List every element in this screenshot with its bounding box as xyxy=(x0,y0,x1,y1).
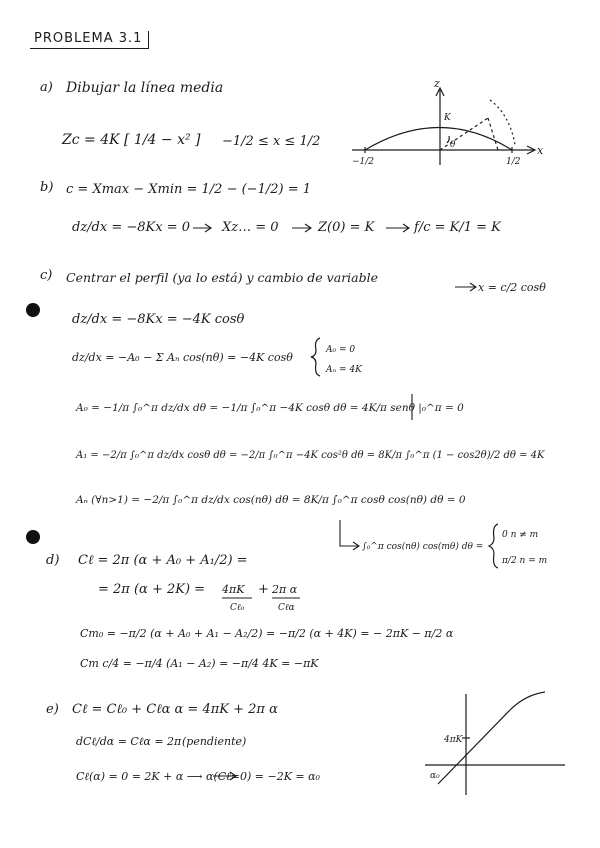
d-label: d) xyxy=(46,553,60,568)
d-term1-sub: Cℓ₀ xyxy=(230,603,245,613)
c-system-a0: A₀ = 0 xyxy=(326,345,356,355)
c-substitution: x = c/2 cosθ xyxy=(478,281,546,294)
e-line1: Cℓ = Cℓ₀ + Cℓα α = 4πK + 2π α xyxy=(72,702,278,717)
c-an-integral: Aₙ (∀n>1) = −2/π ∫₀^π dz/dx cos(nθ) dθ = 8K/π ∫₀^π cosθ cos(nθ) dθ = 0 xyxy=(76,494,466,506)
c-text: Centrar el perfil (ya lo está) y cambio de variable xyxy=(66,270,379,285)
c-ortho-case-2: π/2 n = m xyxy=(502,556,548,566)
b-line1: c = Xmax − Xmin = 1/2 − (−1/2) = 1 xyxy=(66,182,311,197)
b-x-zero: Xz… = 0 xyxy=(222,220,279,235)
c-system-an: Aₙ = 4K xyxy=(326,365,362,375)
problem-title: PROBLEMA 3.1 xyxy=(30,31,149,49)
d-term1: 4πK xyxy=(222,583,245,596)
a-range: −1/2 ≤ x ≤ 1/2 xyxy=(222,134,321,149)
c-orthogonality: ∫₀^π cos(nθ) cos(mθ) dθ = xyxy=(362,542,484,552)
c-arrow xyxy=(455,283,476,291)
e-line2: dCℓ/dα = Cℓα = 2π xyxy=(76,735,182,748)
d-line2: = 2π (α + 2K) = xyxy=(98,582,206,597)
b-label: b) xyxy=(40,180,54,195)
graph-x-axis-label: x xyxy=(537,144,544,157)
a-label: a) xyxy=(40,80,53,95)
e-label: e) xyxy=(46,702,59,717)
bullet-marker-2 xyxy=(26,530,40,544)
c-line1: dz/dx = −8Kx = −4K cosθ xyxy=(72,312,245,327)
ortho-arrow xyxy=(340,520,359,550)
graph-z-axis-label: z xyxy=(434,77,440,90)
system-brace xyxy=(311,338,320,376)
d-cm-quarter: Cm c/4 = −π/4 (A₁ − A₂) = −π/4 4K = −πK xyxy=(80,657,319,670)
a-equation: Zc = 4K [ 1/4 − x² ] xyxy=(62,132,201,148)
graph-left-tick: −1/2 xyxy=(352,157,375,167)
d-cm0: Cm₀ = −π/2 (α + A₀ + A₁ − A₂/2) = −π/2 (α + 4K) = − 2πK − π/2 α xyxy=(80,627,454,640)
c-a0-integral: A₀ = −1/π ∫₀^π dz/dx dθ = −1/π ∫₀^π −4K cosθ dθ = 4K/π senθ |₀^π = 0 xyxy=(76,402,464,414)
c-ortho-case-1: 0 n ≠ m xyxy=(502,530,539,540)
d-term2-sub: Cℓα xyxy=(278,603,295,613)
ortho-brace xyxy=(489,524,498,568)
b-derivative: dz/dx = −8Kx = 0 xyxy=(72,220,190,235)
d-line1: Cℓ = 2π (α + A₀ + A₁/2) = xyxy=(78,553,248,568)
b-camber-ratio: f/c = K/1 = K xyxy=(414,220,501,235)
graph-theta-label: θ xyxy=(450,140,456,150)
e-slope-note: (pendiente) xyxy=(182,735,247,748)
lift-graph-y-label: 4πK xyxy=(444,735,463,745)
c-line2: dz/dx = −A₀ − Σ Aₙ cos(nθ) = −4K cosθ xyxy=(72,351,293,364)
graph-k-label: K xyxy=(444,113,451,123)
c-label: c) xyxy=(40,268,53,283)
d-term2: 2π α xyxy=(272,583,298,596)
e-line3: Cℓ(α) = 0 = 2K + α ⟶ α(Cℓ=0) = −2K = α₀ xyxy=(76,770,320,783)
c-a1-integral: A₁ = −2/π ∫₀^π dz/dx cosθ dθ = −2/π ∫₀^π −4K cos²θ dθ = 8K/π ∫₀^π (1 − cos2θ)/2 dθ = 4K xyxy=(76,450,545,461)
bullet-marker-1 xyxy=(26,303,40,317)
d-plus: + xyxy=(258,582,269,597)
a-text: Dibujar la línea media xyxy=(66,80,224,96)
graph-right-tick: 1/2 xyxy=(506,157,521,167)
b-z-at-zero: Z(0) = K xyxy=(318,220,375,235)
lift-graph-x-label: α₀ xyxy=(430,771,440,781)
